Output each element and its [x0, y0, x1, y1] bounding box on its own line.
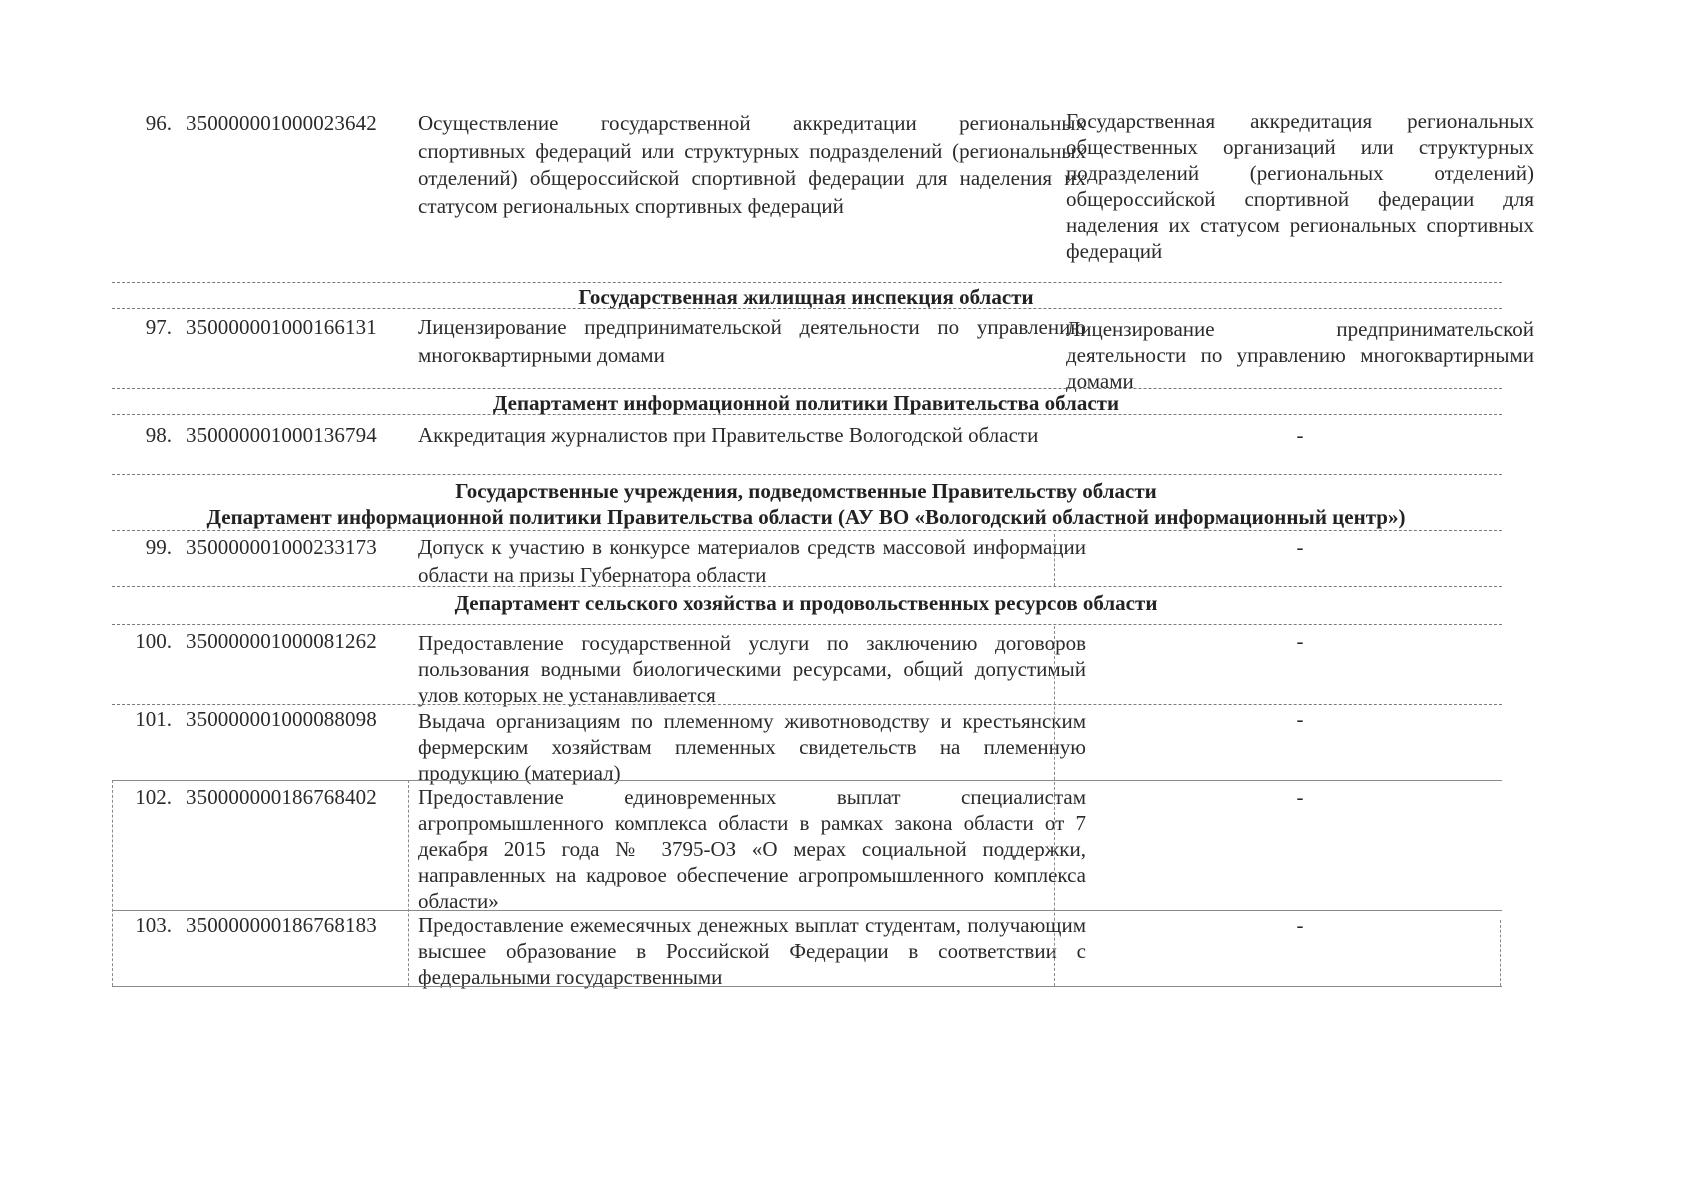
service-description: Лицензирование предпринимательской деятельности по управлению многоквартирными домами	[418, 315, 1086, 367]
row-number: 99.	[145, 535, 172, 559]
row-number: 100.	[135, 629, 172, 653]
row-divider	[112, 586, 1502, 587]
row-divider	[112, 414, 1502, 415]
service-description: Аккредитация журналистов при Правительстве Вологодской области	[418, 423, 1039, 447]
service-result: Лицензирование предпринимательской деятельности по управлению многоквартирными домами	[1066, 317, 1534, 393]
row-divider	[112, 780, 1502, 781]
row-divider	[112, 388, 1502, 389]
service-result: Государственная аккредитация региональных общественных организаций или структурных подразделений (региональных отделений) общероссийской спортивной федерации для наделения их статусом региональных спортивных федераций	[1066, 109, 1534, 263]
service-result: -	[1296, 785, 1304, 809]
row-divider	[112, 530, 1502, 531]
row-divider	[112, 474, 1502, 475]
row-number: 103.	[135, 913, 172, 937]
service-code: 350000001000136794	[186, 423, 377, 447]
section-heading: Департамент сельского хозяйства и продовольственных ресурсов области	[454, 591, 1158, 615]
service-description: Предоставление ежемесячных денежных выплат студентам, получающим высшее образование в Российской Федерации в соответствии с федеральными государственными	[418, 913, 1086, 989]
section-heading: Департамент информационной политики Правительства области	[492, 391, 1120, 415]
service-description: Осуществление государственной аккредитации региональных спортивных федераций или структурных подразделений (региональных отделений) общероссийской спортивной федерации для наделения их статусом региональных спортивных федераций	[418, 111, 1086, 218]
row-divider	[112, 704, 1502, 705]
row-number: 102.	[135, 785, 172, 809]
row-number: 101.	[135, 707, 172, 731]
table-bottom-border	[112, 986, 1502, 987]
service-code: 350000001000088098	[186, 707, 377, 731]
column-divider	[112, 780, 113, 986]
column-divider	[1500, 920, 1501, 986]
service-result: -	[1296, 913, 1304, 937]
column-divider	[408, 780, 409, 986]
service-code: 350000001000023642	[186, 111, 377, 135]
service-description: Предоставление единовременных выплат специалистам агропромышленного комплекса области в рамках закона области от 7 декабря 2015 года № 3795-ОЗ «О мерах социальной поддержки, направленных на кадровое обеспечение агропромышленного комплекса области»	[418, 785, 1086, 913]
section-subheading: Департамент информационной политики Правительства области (АУ ВО «Вологодский областной информационный центр»)	[206, 505, 1406, 529]
service-code: 350000001000166131	[186, 315, 377, 339]
row-divider	[112, 624, 1502, 625]
section-heading: Государственные учреждения, подведомственные Правительству области	[455, 479, 1157, 503]
service-result: -	[1296, 707, 1304, 731]
service-code: 350000001000081262	[186, 629, 377, 653]
service-description: Допуск к участию в конкурсе материалов средств массовой информации области на призы Губернатора области	[418, 535, 1086, 587]
row-number: 98.	[145, 423, 172, 447]
service-description: Выдача организациям по племенному животноводству и крестьянским фермерским хозяйствам племенных свидетельств на племенную продукцию (материал)	[418, 709, 1086, 785]
service-code: 350000000186768183	[186, 913, 377, 937]
row-number: 96.	[145, 111, 172, 135]
service-code: 350000001000233173	[186, 535, 377, 559]
row-divider	[112, 282, 1502, 283]
service-result: -	[1296, 629, 1304, 653]
service-code: 350000000186768402	[186, 785, 377, 809]
column-divider	[1054, 534, 1055, 586]
service-result: -	[1296, 423, 1304, 447]
service-result: -	[1296, 535, 1304, 559]
column-divider	[1054, 626, 1055, 986]
section-heading: Государственная жилищная инспекция области	[578, 285, 1034, 309]
row-divider	[112, 308, 1502, 309]
row-number: 97.	[145, 315, 172, 339]
service-description: Предоставление государственной услуги по заключению договоров пользования водными биологическими ресурсами, общий допустимый улов которых не устанавливается	[418, 631, 1086, 707]
row-divider	[112, 910, 1502, 911]
